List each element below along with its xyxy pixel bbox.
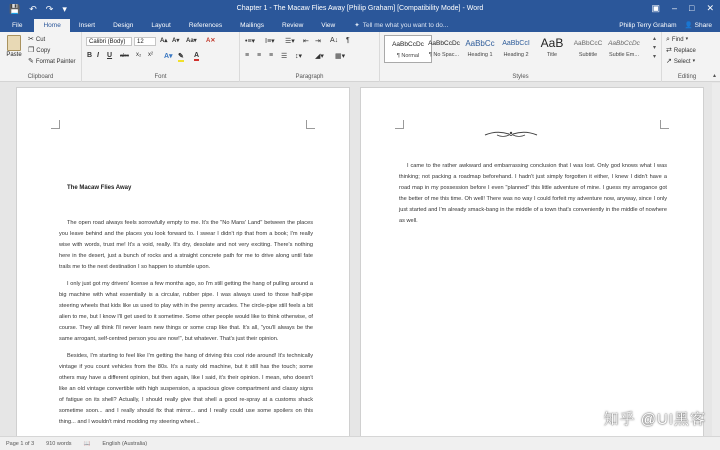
quick-access-toolbar xyxy=(0,5,150,14)
more-styles-icon[interactable]: ▾ xyxy=(652,54,656,60)
bold-button[interactable]: B xyxy=(87,52,93,59)
vertical-scrollbar[interactable] xyxy=(712,83,720,436)
paragraph-label: Paragraph xyxy=(295,74,324,80)
ribbon-display-icon[interactable]: ▣ xyxy=(651,3,660,13)
page-2[interactable] xyxy=(360,87,704,436)
save-icon[interactable]: 💾 xyxy=(9,3,21,14)
select-label: Select xyxy=(673,58,691,65)
scroll-up-icon[interactable]: ▴ xyxy=(652,36,656,42)
find-label: Find xyxy=(671,36,684,43)
format-painter-button[interactable] xyxy=(28,58,76,65)
ribbon-tabs xyxy=(0,18,720,32)
share-label: Share xyxy=(694,22,712,29)
decrease-indent-icon[interactable]: ⇤ xyxy=(303,38,309,45)
tell-me-text: Tell me what you want to do... xyxy=(362,22,449,29)
tab-home[interactable]: Home xyxy=(34,19,69,32)
dropdown-icon[interactable]: ▾ xyxy=(62,3,67,14)
style-preview: AaBbCcC xyxy=(573,40,603,47)
style-subtle-emphasis[interactable] xyxy=(600,35,648,63)
shrink-font-icon[interactable]: A▾ xyxy=(172,38,180,44)
text-effects-icon[interactable]: A▾ xyxy=(164,53,173,60)
scissors-icon: ✂ xyxy=(28,36,34,43)
tab-view[interactable]: View xyxy=(321,22,336,29)
replace-label: Replace xyxy=(673,47,696,54)
search-icon: ⌕ xyxy=(666,36,670,43)
chevron-down-icon: ▾ xyxy=(685,36,689,42)
style-preview: AaBbCcDc xyxy=(428,40,460,47)
paragraph: The open road always feels sorrowfully empty to me. It's the "No Mans' Land" between the places you leave behind and the places you look forward to. I swear I didn't rip that from a book; I'm really wise with words, trust me! It's a void, really. It's dry, desolate and not very exciting. There's nothing here in the desert, just a bunch of rocks and a straight concrete path for me to drive along until fate trails me to the next destination I so happen to stumble upon. xyxy=(59,220,313,270)
page-count[interactable]: Page 1 of 3 xyxy=(6,440,35,447)
paragraph: I came to the rather awkward and embarrassing conclusion that I was lost. Only god knows what I was thinking; not packing a roadmap beforehand. I hadn't just simply forgotten it either, I knew I didn't have a road map in my possession before I even "planned" this little adventure of mine. I guess my arrogance got the better of me this time. Oh well! There was no way I could forfeit my adventure now, anyway, since I only just started and I'm already smack-bang in the middle of a town that's conveniently in the middle of nowhere as well. xyxy=(399,163,667,224)
copy-label: Copy xyxy=(36,47,51,54)
editing-group xyxy=(662,32,712,82)
font-name-select[interactable]: Calibri (Body) xyxy=(86,37,132,46)
grow-font-icon[interactable]: A▴ xyxy=(160,38,168,44)
chapter-title: The Macaw Flies Away xyxy=(67,185,132,191)
lightbulb-icon: ✦ xyxy=(354,22,360,29)
superscript-button[interactable]: x² xyxy=(148,52,153,58)
borders-icon[interactable]: ▦▾ xyxy=(335,53,346,60)
account-area xyxy=(619,19,720,32)
copy-icon: ❐ xyxy=(28,47,35,54)
paintbrush-icon: ✎ xyxy=(28,58,34,65)
font-color-icon[interactable]: A xyxy=(194,52,200,59)
font-group xyxy=(82,32,240,82)
align-center-icon[interactable]: ≡ xyxy=(257,52,262,59)
window-controls xyxy=(651,3,714,14)
tab-design[interactable]: Design xyxy=(113,22,134,29)
style-preview: AaB xyxy=(540,36,564,50)
window-title: Chapter 1 - The Macaw Flies Away [Philip Graham] [Compatibility Mode] - Word xyxy=(236,5,484,12)
replace-button[interactable] xyxy=(666,47,696,54)
user-name[interactable]: Philip Terry Graham xyxy=(619,22,677,29)
title-bar xyxy=(0,0,720,18)
page-1[interactable] xyxy=(16,87,350,436)
sort-icon[interactable]: A↓ xyxy=(330,37,339,44)
select-button[interactable] xyxy=(666,58,695,65)
bullets-icon[interactable]: •≡▾ xyxy=(245,38,256,45)
replace-icon: ⇄ xyxy=(666,47,672,54)
editing-label: Editing xyxy=(677,74,697,80)
italic-button[interactable]: I xyxy=(97,52,99,59)
font-label: Font xyxy=(154,74,167,80)
style-name: ¶ No Spac... xyxy=(428,52,460,58)
format-painter-label: Format Painter xyxy=(35,58,76,65)
strikethrough-button[interactable]: abc xyxy=(120,53,129,59)
chevron-down-icon: ▾ xyxy=(692,58,696,64)
style-name: Heading 2 xyxy=(503,52,529,58)
maximize-icon[interactable]: □ xyxy=(689,3,695,13)
shading-icon[interactable]: ◢▾ xyxy=(315,53,324,60)
styles-label: Styles xyxy=(512,74,529,80)
redo-icon[interactable]: ↷ xyxy=(45,3,54,14)
increase-indent-icon[interactable]: ⇥ xyxy=(315,38,321,45)
paste-label: Paste xyxy=(6,52,22,58)
style-name: Title xyxy=(546,52,558,58)
show-marks-icon[interactable]: ¶ xyxy=(346,37,350,44)
margin-corner xyxy=(306,120,315,129)
scroll-down-icon[interactable]: ▾ xyxy=(652,45,656,51)
language[interactable]: English (Australia) xyxy=(102,440,148,447)
margin-corner xyxy=(395,120,404,129)
style-preview: AaBbCcI xyxy=(502,40,530,47)
proofing-icon[interactable]: 📖 xyxy=(83,440,91,447)
tell-me-box[interactable] xyxy=(354,19,448,32)
minimize-icon[interactable]: – xyxy=(672,3,678,13)
tab-mailings[interactable]: Mailings xyxy=(240,22,264,29)
document-area xyxy=(0,83,720,436)
font-size-select[interactable]: 12 xyxy=(134,37,156,46)
style-name: Heading 1 xyxy=(467,52,493,58)
watermark: 知乎 @UI黑客 xyxy=(603,411,706,428)
multilevel-list-icon[interactable]: ☰▾ xyxy=(285,38,295,45)
styles-group xyxy=(380,32,662,82)
person-icon: 👤 xyxy=(684,22,693,29)
styles-scroll[interactable] xyxy=(650,35,659,63)
share-button[interactable] xyxy=(685,19,712,32)
tab-review[interactable]: Review xyxy=(281,22,304,29)
line-spacing-icon[interactable]: ↕▾ xyxy=(295,53,303,60)
paragraph: I only just got my drivers' license a few months ago, so I'm still getting the hang of pulling around a big machine with what essentially is a circular, rubber pipe. I was always used to those half-pipe steering wheels that kids like us used to play with in the penny arcades. The circle-pipe still feels a bit alien to me, but I know I'll get used to it sometime. Some other people would like to think otherwise, of course. They all think I'll never learn new things or some crap like that. It's all, "you'll always be the same arrogant, self-centred person you are now!", but whatever. That's just their opinion. xyxy=(59,281,313,342)
copy-button[interactable] xyxy=(28,47,50,54)
numbering-icon[interactable]: Ⅰ≡▾ xyxy=(265,38,275,45)
word-count[interactable]: 910 words xyxy=(46,440,72,447)
tab-insert[interactable]: Insert xyxy=(78,22,96,29)
clipboard-group xyxy=(0,32,82,82)
style-name: Subtitle xyxy=(578,52,598,58)
justify-icon[interactable]: ☰ xyxy=(281,53,288,60)
cut-label: Cut xyxy=(35,36,46,43)
style-preview: AaBbCc xyxy=(465,39,495,48)
change-case-icon[interactable]: Aa▾ xyxy=(186,38,197,44)
close-icon[interactable]: ✕ xyxy=(706,3,714,13)
collapse-ribbon-icon[interactable]: ▴ xyxy=(712,73,716,79)
style-preview: AaBbCcDc xyxy=(392,41,424,48)
style-preview: AaBbCcDc xyxy=(608,40,640,47)
ribbon-home xyxy=(0,32,720,82)
tab-layout[interactable]: Layout xyxy=(151,22,171,29)
paragraph-group xyxy=(240,32,380,82)
undo-icon[interactable]: ↶ xyxy=(29,3,37,14)
cut-button[interactable] xyxy=(28,36,45,43)
clipboard-icon xyxy=(7,35,21,51)
clear-formatting-icon[interactable]: A✕ xyxy=(206,38,216,44)
style-name: ¶ Normal xyxy=(396,53,420,59)
find-button[interactable] xyxy=(666,36,688,43)
tab-references[interactable]: References xyxy=(188,22,223,29)
underline-button[interactable]: U xyxy=(107,52,113,59)
align-right-icon[interactable]: ≡ xyxy=(269,52,274,59)
style-name: Subtle Em... xyxy=(609,52,639,58)
subscript-button[interactable]: x₂ xyxy=(136,52,142,58)
paste-button[interactable] xyxy=(4,35,24,58)
paragraph: Besides, I'm starting to feel like I'm getting the hang of driving this cool ride around! It's technically vintage if you count vehicles from the 80s. It's a rusty old machine, but it still has the touch; some others may have a different opinion, but then again, like I said, it's their opinion. I mean, who doesn't like an old vintage convertible with high suspension, a spacious glove compartment and classy signs of fatigue on its shell? Actually, I should really give that shell a good re-spray at a customs shack sometime soon... and I really should fix that mirror... and I really could use some spoilers on this thing... and I wouldn't mind modding my steering wheel... xyxy=(59,353,313,425)
margin-corner xyxy=(51,120,60,129)
align-left-icon[interactable]: ≡ xyxy=(245,52,250,59)
clipboard-label: Clipboard xyxy=(27,74,54,80)
cursor-icon: ↗ xyxy=(666,58,672,65)
margin-corner xyxy=(660,120,669,129)
ornament-divider xyxy=(483,128,539,140)
status-bar xyxy=(0,436,720,450)
tab-file[interactable]: File xyxy=(12,22,23,29)
highlight-icon[interactable]: ✎ xyxy=(178,53,184,60)
